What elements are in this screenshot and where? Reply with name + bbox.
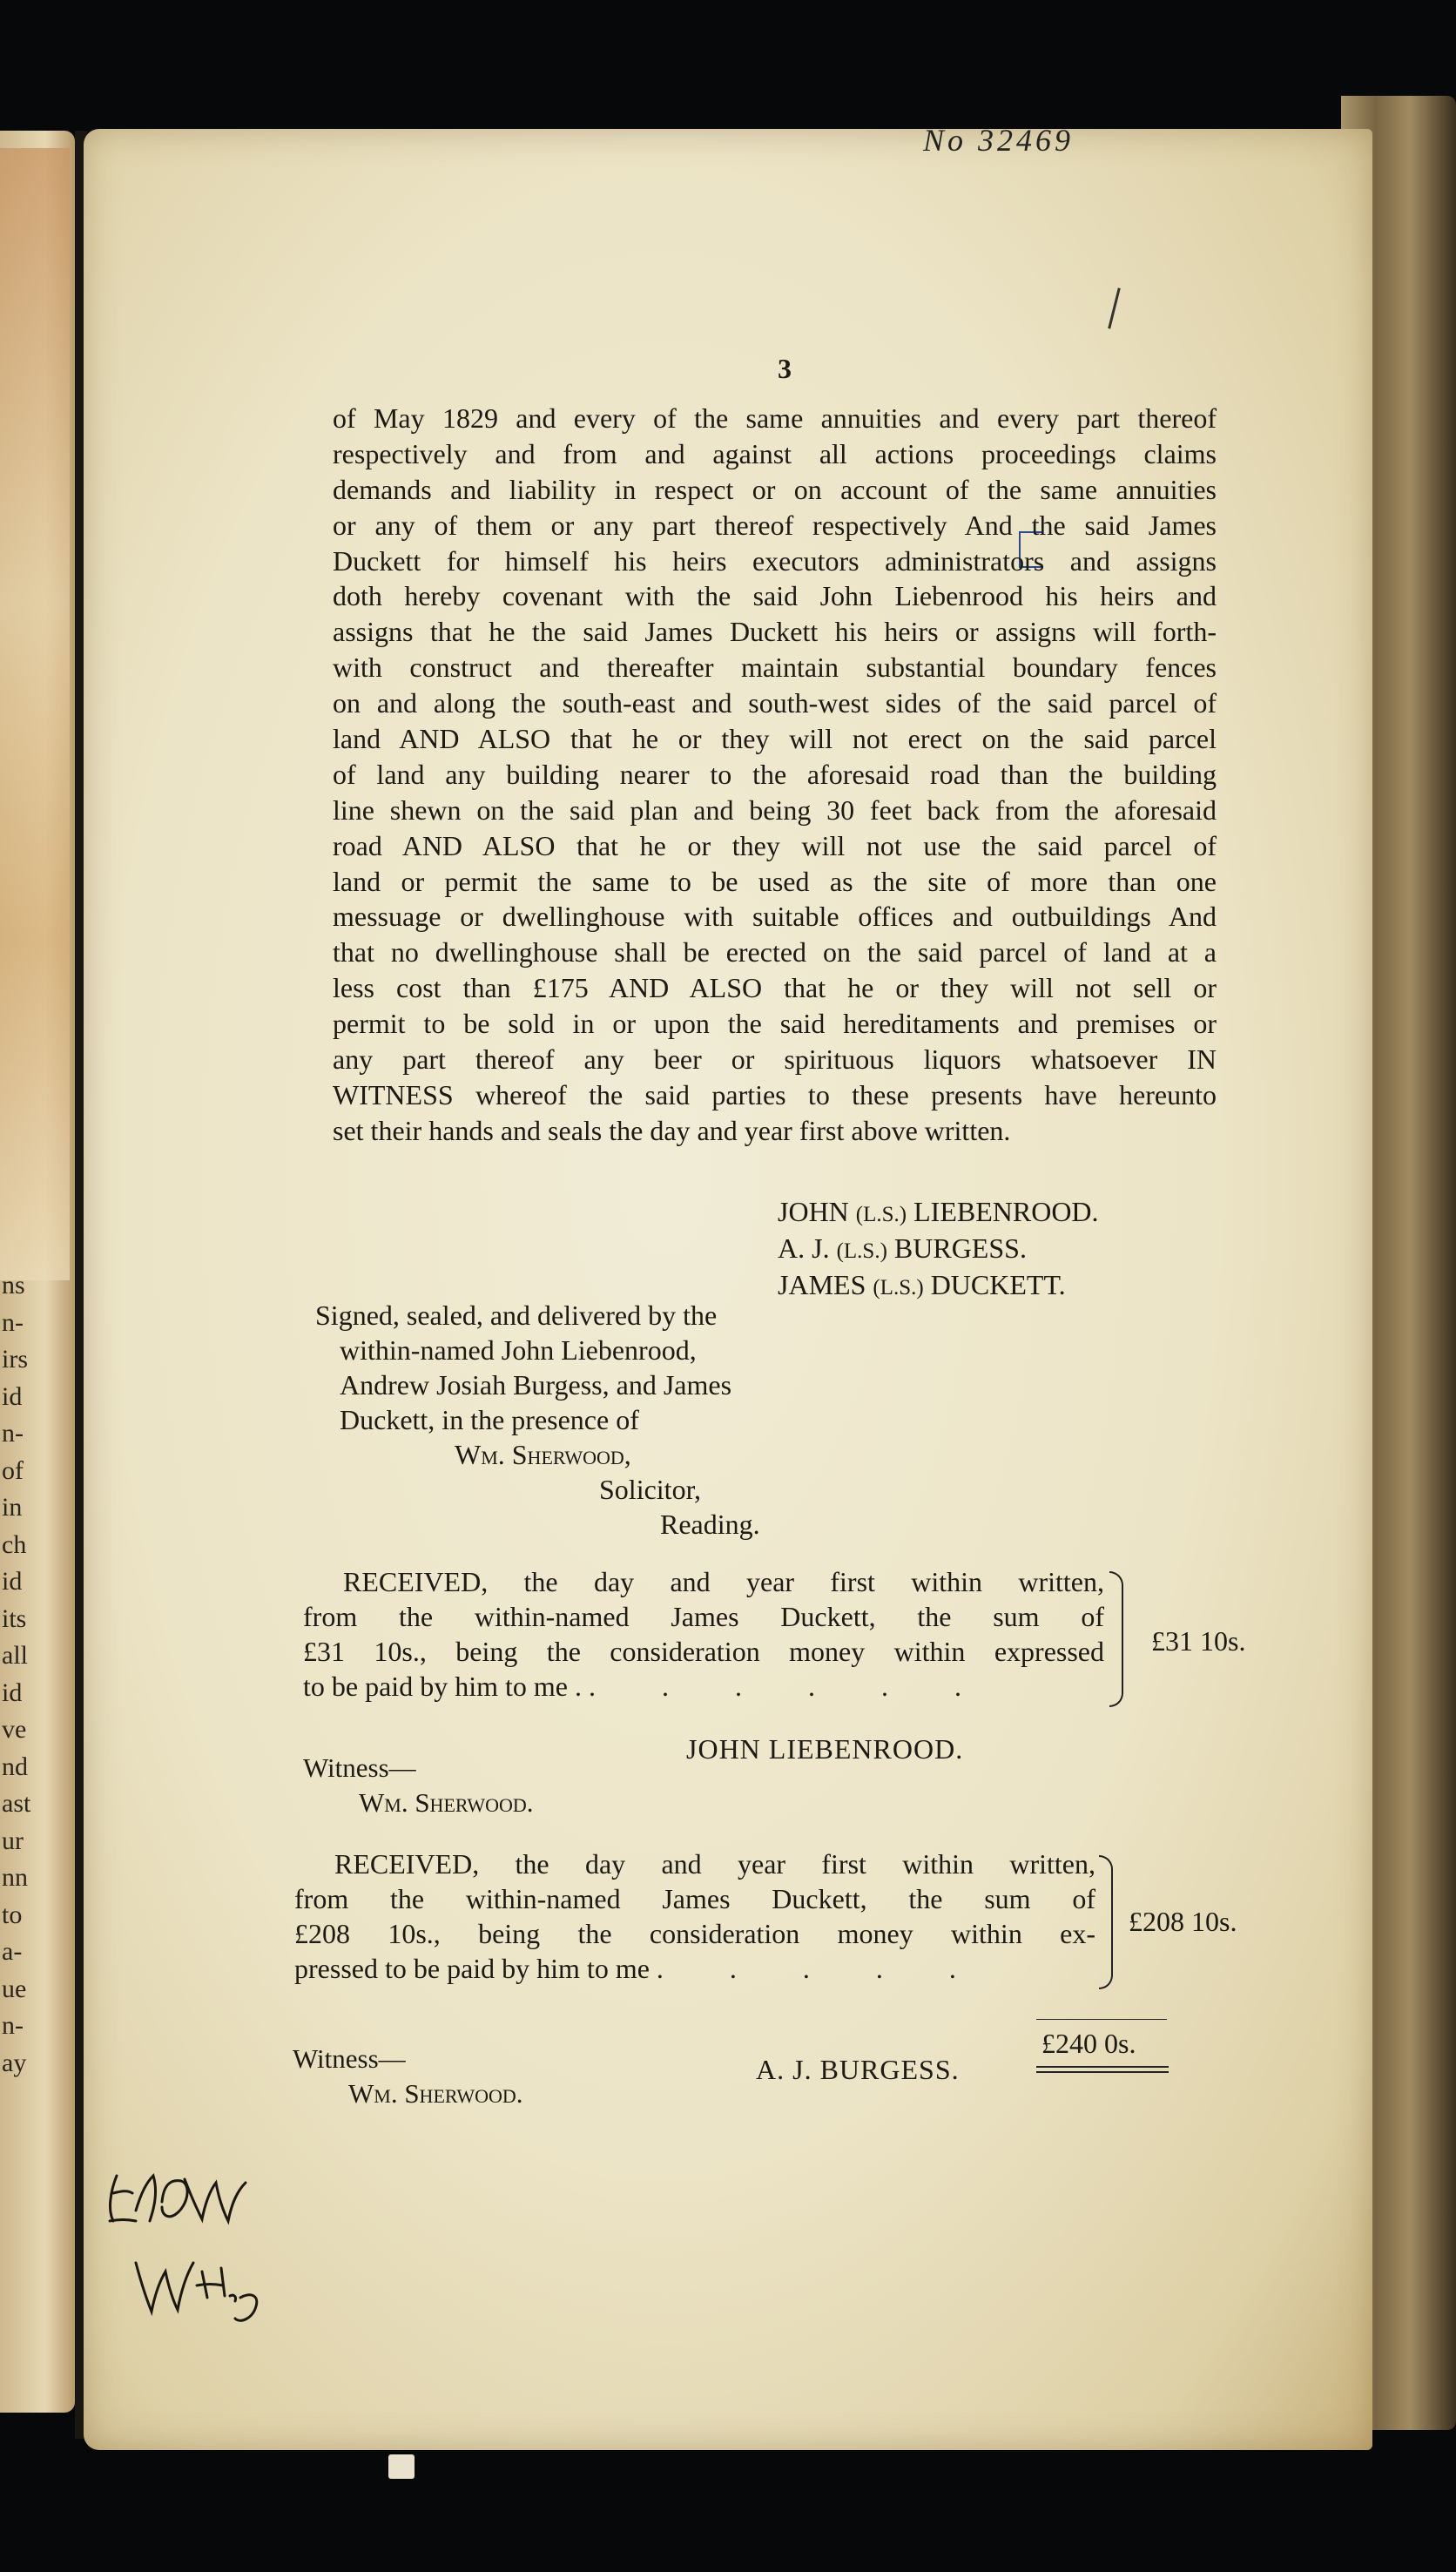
facing-page-fragment: ve [2,1715,27,1744]
total-amount: £240 0s. [1041,2028,1136,2059]
receipt-line: pressed to be paid by him to me . . . . . [294,1953,986,1984]
witness-name: Wm. Sherwood. [348,2078,523,2109]
receipt-line: to be paid by him to me . . . . . . . [303,1671,991,1702]
total-rule-double-2 [1036,2071,1169,2073]
facing-page-fragment: ch [2,1529,27,1559]
body-text-line: on and along the south-east and south-west sides of the said parcel of [333,687,1217,719]
facing-page-fragment: to [2,1900,23,1929]
body-text-line: with construct and thereafter maintain substantial boundary fences [333,651,1217,684]
receipt-line: £208 10s., being the consideration money within ex- [294,1918,1095,1949]
receipt-line: RECEIVED, the day and year first within written, [334,1848,1095,1880]
document-page [84,129,1372,2450]
witness-place: Reading. [660,1509,760,1540]
facing-page-fragment: of [2,1455,24,1485]
facing-page-stain [0,148,70,1280]
body-text-line: of May 1829 and every of the same annuities and every part thereof [333,402,1217,434]
body-text-line: any part thereof any beer or spirituous liquors whatsoever IN [333,1043,1217,1076]
receipt-2-amount: £208 10s. [1129,1906,1237,1937]
attestation-line: Andrew Josiah Burgess, and James [340,1369,732,1401]
facing-page-fragment: nn [2,1863,28,1892]
deed-body-text [333,401,1217,1149]
party-signature: JAMES (L.S.) DUCKETT. [778,1269,1066,1300]
body-text-line: set their hands and seals the day and year first above written. [333,1114,1011,1146]
receipt-2-witness [293,2042,523,2111]
facing-page-fragment: ay [2,2048,27,2077]
receipt-1-witness [303,1751,534,1820]
attestation-line: Duckett, in the presence of [340,1404,639,1435]
body-text-line: assigns that he the said James Duckett his heirs or assigns will forth- [333,616,1217,648]
receipt-2-text [294,1846,1095,1986]
body-text-line: respectively and from and against all actions proceedings claims [333,437,1217,469]
facing-page-fragment: ns [2,1271,25,1300]
facing-page-fragment: in [2,1493,23,1522]
facing-page-fragment: n- [2,1307,24,1337]
total-rule-top [1036,2019,1167,2020]
receipt-line: £31 10s., being the consideration money within expressed [303,1636,1104,1667]
receipt-1-signatory: JOHN LIEBENROOD. [686,1733,964,1765]
facing-page-fragment: ur [2,1826,24,1855]
witness-label: Witness— [293,2043,406,2074]
body-text-line: WITNESS whereof the said parties to these presents have hereunto [333,1078,1217,1110]
receipt-1-brace [1109,1571,1123,1707]
body-text-line: permit to be sold in or upon the said hereditaments and premises or [333,1008,1217,1040]
body-text-line: messuage or dwellinghouse with suitable offices and outbuildings And [333,901,1217,933]
witness-title: Solicitor, [599,1474,701,1505]
handwritten-initials-signature [101,2141,275,2332]
total-rule-double-1 [1036,2066,1169,2068]
attestation-line: Signed, sealed, and delivered by the [315,1300,718,1331]
facing-page-text-fragments [2,1267,71,2082]
witness-name: Wm. Sherwood. [359,1787,534,1818]
body-text-line: road AND ALSO that he or they will not use the said parcel of [333,829,1217,861]
page-number: 3 [778,353,792,384]
facing-page-fragment: its [2,1603,27,1633]
body-text-line: land AND ALSO that he or they will not erect on the said parcel [333,723,1217,755]
handwritten-top-note: No 32469 [923,129,1075,158]
body-text-line: doth hereby covenant with the said John Liebenrood his heirs and [333,580,1217,612]
facing-page-fragment: n- [2,2011,24,2040]
facing-page-fragment: all [2,1641,28,1670]
facing-page-fragment: ue [2,1974,27,2003]
receipt-2-signatory: A. J. BURGESS. [756,2054,960,2085]
pencil-tick-mark [1108,287,1121,328]
attestation-clause [315,1298,803,1542]
witness-label: Witness— [303,1752,416,1783]
receipt-line: from the within-named James Duckett, the sum of [294,1883,1095,1914]
facing-page-fragment: nd [2,1752,28,1781]
facing-page-fragment: id [2,1678,23,1707]
receipt-1-text [303,1564,1104,1704]
body-text-line: Duckett for himself his heirs executors administrators and assigns [333,544,1217,577]
facing-page-fragment: a- [2,1937,23,1966]
facing-page-fragment: id [2,1381,23,1411]
party-signature: JOHN (L.S.) LIEBENROOD. [778,1196,1099,1227]
facing-page-fragment: ast [2,1789,31,1818]
receipt-line: from the within-named James Duckett, the sum of [303,1601,1104,1632]
receipt-line: RECEIVED, the day and year first within written, [343,1566,1104,1597]
party-signature: A. J. (L.S.) BURGESS. [778,1232,1027,1264]
body-text-line: demands and liability in respect or on account of the same annuities [333,473,1217,505]
leader-dots: . . . . . [656,1953,986,1984]
body-text-line: land or permit the same to be used as the site of more than one [333,865,1217,897]
receipt-2-brace [1099,1855,1113,1989]
body-text-line: or any of them or any part thereof respectively And the said James [333,509,1217,541]
parties-signature-block [778,1195,1099,1305]
body-text-line: line shewn on the said plan and being 30 feet back from the aforesaid [333,793,1217,826]
body-text-line: that no dwellinghouse shall be erected on the said parcel of land at a [333,936,1217,969]
witness-name: Wm. Sherwood, [455,1439,631,1470]
facing-page-fragment: irs [2,1345,28,1374]
receipt-1-amount: £31 10s. [1151,1625,1246,1657]
leader-dots: . . . . . . [588,1671,991,1702]
body-text-line: less cost than £175 AND ALSO that he or they will not sell or [333,972,1217,1004]
facing-page-fragment: id [2,1567,23,1596]
paper-tab [388,2454,415,2479]
facing-page-fragment: n- [2,1419,24,1448]
body-text-line: of land any building nearer to the aforesaid road than the building [333,758,1217,790]
attestation-line: within-named John Liebenrood, [340,1334,697,1366]
